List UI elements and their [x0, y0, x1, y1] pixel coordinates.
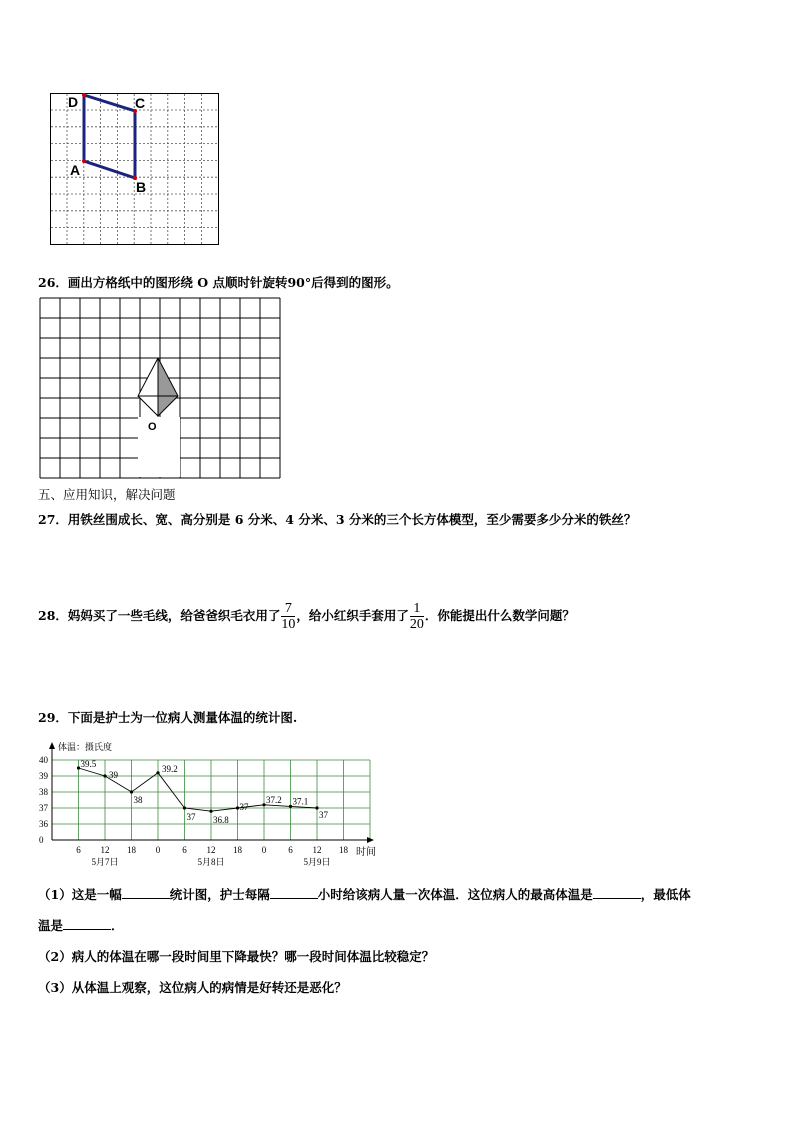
temperature-point	[209, 810, 212, 813]
chart-data-label: 37	[186, 812, 196, 822]
chart-x-tick-label: 18	[127, 845, 136, 855]
answer-blank-chart-type[interactable]	[122, 886, 170, 899]
question-29-sub1	[38, 885, 691, 903]
question-29: 29．下面是护士为一位病人测量体温的统计图.	[38, 710, 298, 725]
chart-x-tick-label: 0	[261, 845, 267, 855]
chart-y-tick-label: 0	[39, 835, 44, 845]
point-o-label: O	[148, 421, 157, 433]
chart-y-tick-label: 36	[39, 819, 48, 829]
chart-data-label: 39.5	[80, 759, 97, 769]
temperature-point	[103, 774, 106, 777]
chart-x-tick-label: 6	[288, 845, 293, 855]
temperature-point	[130, 790, 133, 793]
vertex-label-d: D	[68, 94, 79, 110]
parallelogram-abcd	[84, 95, 135, 178]
chart-day-label: 5月9日	[303, 857, 331, 866]
chart-x-tick-label: 12	[312, 845, 322, 855]
vertex-label-b: B	[136, 179, 147, 195]
question-29-sub3: （3）从体温上观察，这位病人的病情是好转还是恶化？	[38, 980, 347, 995]
chart-data-label: 37	[319, 810, 328, 820]
question-28-part1: 28．妈妈买了一些毛线，给爸爸织毛衣用了	[38, 608, 281, 623]
chart-data-label: 37	[239, 802, 249, 812]
chart-data-label: 39.2	[162, 763, 178, 774]
chart-x-tick-label: 12	[100, 845, 110, 855]
chart-x-tick-label: 18	[233, 845, 242, 855]
question-28-part3: ．你能提出什么数学问题？	[424, 608, 575, 623]
chart-data-label: 37.1	[292, 796, 309, 807]
chart-data-label: 37.2	[266, 794, 282, 805]
temperature-point	[183, 806, 186, 809]
question-29-sub1-cont	[38, 916, 124, 934]
question-28-part2: ，给小红织手套用了	[296, 608, 409, 623]
answer-blank-max-temp[interactable]	[593, 886, 641, 899]
question-27: 27．用铁丝围成长、宽、高分别是 6 分米、4 分米、3 分米的三个长方体模型，至少需要多少分米的铁丝？	[38, 512, 637, 527]
chart-data-label: 36.8	[213, 815, 229, 826]
section-title: 五、应用知识，解决问题	[38, 487, 176, 502]
chart-y-tick-label: 38	[39, 787, 48, 797]
sub1-text-f: ．	[111, 918, 124, 933]
chart-x-tick-label: 12	[206, 845, 216, 855]
parallelogram-figure	[50, 93, 220, 247]
sub1-text-e: 温是	[38, 918, 64, 933]
chart-day-label: 5月7日	[91, 857, 119, 866]
question-29-sub2: （2）病人的体温在哪一段时间里下降最快？哪一段时间体温比较稳定？	[38, 949, 435, 964]
temperature-point	[156, 771, 159, 774]
chart-x-tick-label: 0	[155, 845, 161, 855]
sub1-text-d: ，最低体	[640, 887, 691, 902]
chart-y-tick-label: 39	[39, 771, 48, 781]
chart-x-tick-label: 6	[76, 845, 81, 855]
sub1-text-b: 统计图，护士每隔	[169, 887, 270, 902]
answer-blank-interval[interactable]	[270, 886, 318, 899]
chart-x-tick-label: 18	[339, 845, 348, 855]
sub1-text-a: （1）这是一幅	[38, 887, 122, 902]
chart-ylabel: 体温：摄氏度	[58, 742, 113, 752]
kite-shape-shaded	[158, 358, 178, 416]
vertex-label-a: A	[70, 162, 81, 178]
fraction-numerator: 7	[281, 601, 295, 617]
question-28	[38, 601, 575, 632]
chart-y-tick-label: 37	[39, 803, 48, 813]
chart-y-tick-label: 40	[39, 755, 48, 765]
temperature-line-chart	[36, 740, 382, 866]
chart-xlabel: 时间	[356, 847, 376, 858]
fraction-1-20	[410, 601, 424, 632]
question-26: 26．画出方格纸中的图形绕 O 点顺时针旋转90°后得到的图形。	[38, 275, 399, 290]
chart-data-label: 39	[109, 770, 118, 780]
chart-x-tick-label: 6	[182, 845, 187, 855]
chart-data-label: 38	[133, 795, 143, 805]
vertex-label-c: C	[135, 95, 146, 111]
fraction-denominator: 20	[409, 617, 424, 632]
sub1-text-c: 小时给该病人量一次体温．这位病人的最高体温是	[317, 887, 593, 902]
fraction-7-10	[281, 601, 295, 632]
rotation-grid-figure	[38, 296, 282, 482]
answer-blank-min-temp[interactable]	[63, 917, 111, 930]
kite-shape-unshaded	[138, 358, 158, 416]
chart-day-label: 5月8日	[197, 857, 225, 866]
fraction-denominator: 10	[281, 617, 296, 632]
fraction-numerator: 1	[410, 601, 424, 617]
